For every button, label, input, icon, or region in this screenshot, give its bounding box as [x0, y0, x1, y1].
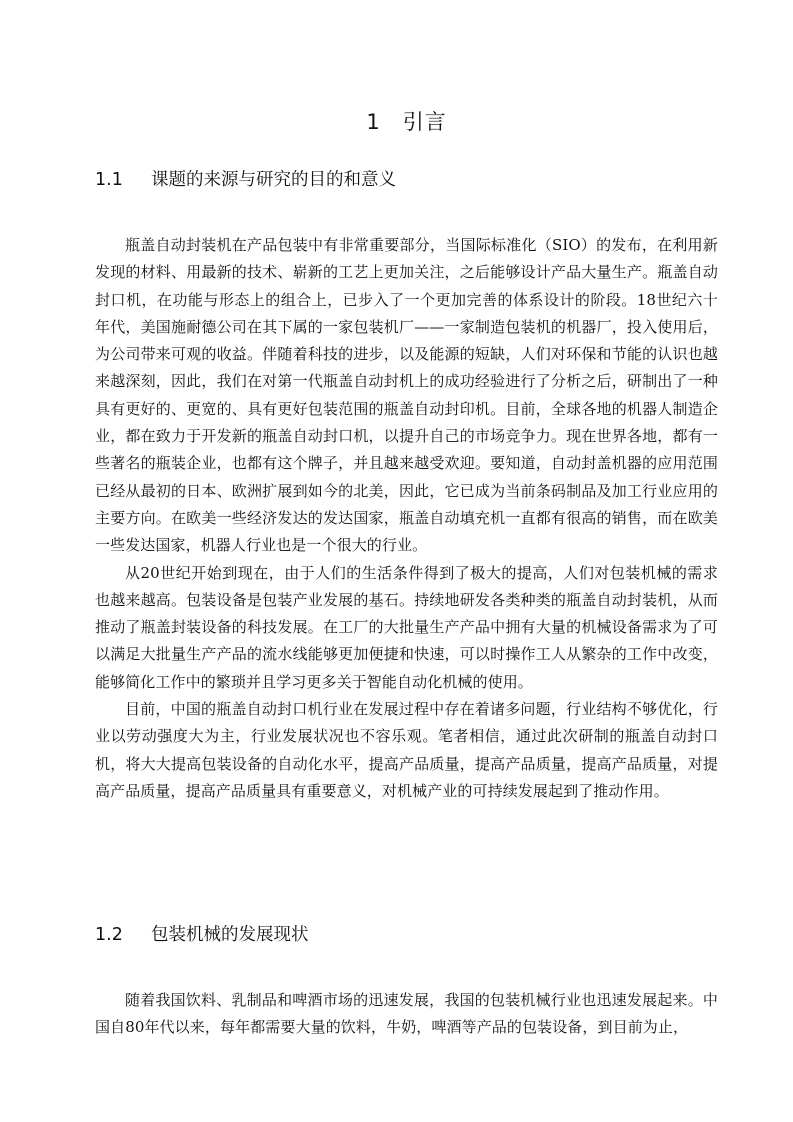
- paragraph: 瓶盖自动封装机在产品包装中有非常重要部分，当国际标准化（SIO）的发布，在利用新发现的材料、用最新的技术、崭新的工艺上更加关注，之后能够设计产品大量生产。瓶盖自动封口机，在功能与形态上的组合上，已步入了一个更加完善的体系设计的阶段。18世纪六十年代，美国施耐德公司在其下属的一家包装机厂——一家制造包装机的机器厂，投入使用后，为公司带来可观的收益。伴随着科技的进步，以及能源的短缺，人们对环保和节能的认识也越来越深刻，因此，我们在对第一代瓶盖自动封机上的成功经验进行了分析之后，研制出了一种具有更好的、更宽的、具有更好包装范围的瓶盖自动封印机。目前，全球各地的机器人制造企业，都在致力于开发新的瓶盖自动封口机，以提升自己的市场竞争力。现在世界各地，都有一些著名的瓶装企业，也都有这个牌子，并且越来越受欢迎。要知道，自动封盖机器的应用范围已经从最初的日本、欧洲扩展到如今的北美，因此，它已成为当前条码制品及加工行业应用的主要方向。在欧美一些经济发达的发达国家，瓶盖自动填充机一直都有很高的销售，而在欧美一些发达国家，机器人行业也是一个很大的行业。: [95, 236, 718, 555]
- section-title-text: 课题的来源与研究的目的和意义: [151, 170, 396, 190]
- chapter-title-text: 引言: [402, 110, 447, 134]
- section-1-1-body: [95, 232, 718, 805]
- chapter-number: 1: [366, 110, 381, 134]
- paragraph: 从20世纪开始到现在，由于人们的生活条件得到了极大的提高，人们对包装机械的需求也越来越高。包装设备是包装产业发展的基石。持续地研发各类种类的瓶盖自动封装机，从而推动了瓶盖封装设备的科技发展。在工厂的大批量生产产品中拥有大量的机械设备需求为了可以满足大批量生产产品的流水线能够更加便捷和快速，可以时操作工人从繁杂的工作中改变，能够简化工作中的繁琐并且学习更多关于智能自动化机械的使用。: [95, 563, 718, 691]
- section-heading-1-1: [95, 166, 396, 191]
- section-heading-1-2: [95, 921, 309, 946]
- section-number: 1.2: [95, 925, 123, 945]
- section-number: 1.1: [95, 170, 123, 190]
- section-1-2-body: [95, 987, 718, 1042]
- chapter-title: [95, 106, 718, 136]
- section-title-text: 包装机械的发展现状: [151, 925, 309, 945]
- paragraph: 目前，中国的瓶盖自动封口机行业在发展过程中存在着诸多问题，行业结构不够优化，行业以劳动强度大为主，行业发展状况也不容乐观。笔者相信，通过此次研制的瓶盖自动封口机，将大大提高包装设备的自动化水平，提高产品质量，提高产品质量，提高产品质量，对提高产品质量，提高产品质量具有重要意义，对机械产业的可持续发展起到了推动作用。: [95, 700, 718, 800]
- paragraph: 随着我国饮料、乳制品和啤酒市场的迅速发展，我国的包装机械行业也迅速发展起来。中国自80年代以来，每年都需要大量的饮料，牛奶，啤酒等产品的包装设备，到目前为止，: [95, 991, 718, 1037]
